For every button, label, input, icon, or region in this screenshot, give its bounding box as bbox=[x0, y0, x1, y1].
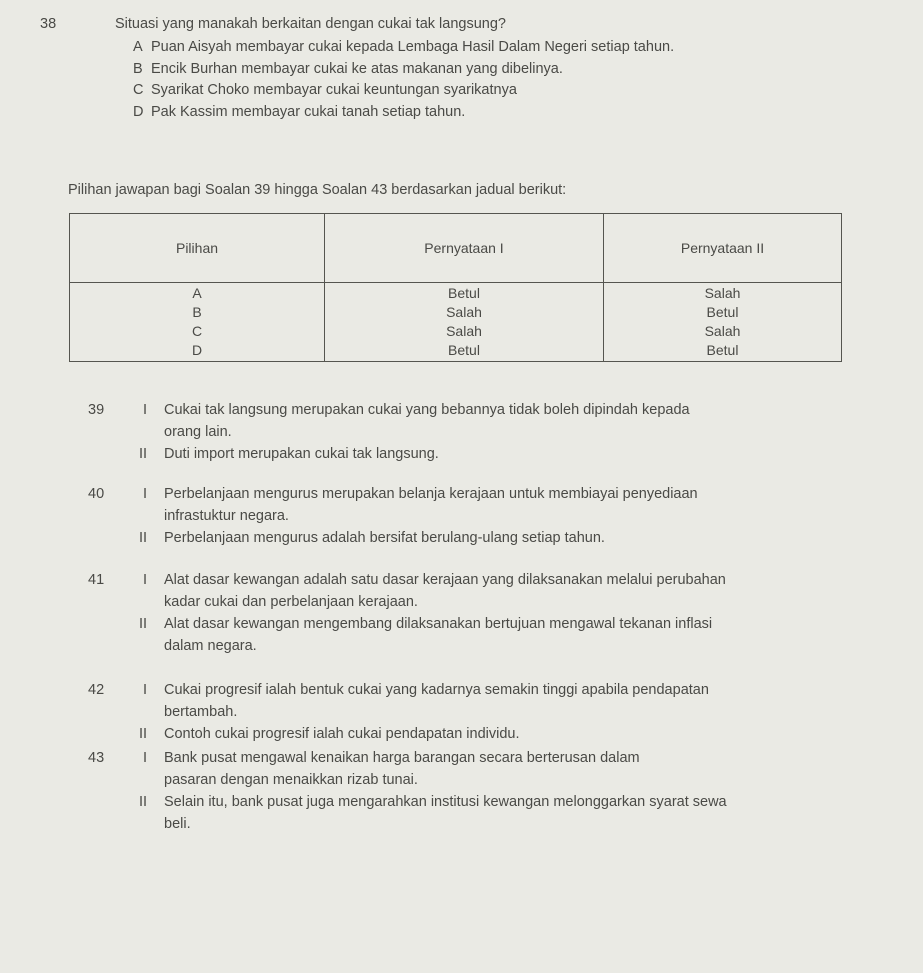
option-text: Pak Kassim membayar cukai tanah setiap tahun. bbox=[151, 104, 466, 120]
q39-roman-i: I bbox=[143, 402, 148, 418]
table-instruction: Pilihan jawapan bagi Soalan 39 hingga Soalan 43 berdasarkan jadual berikut: bbox=[68, 182, 567, 198]
pernyataan-ii-cell bbox=[604, 283, 842, 362]
q42-number: 42 bbox=[88, 682, 105, 698]
pilihan-a: A bbox=[192, 285, 202, 301]
option-label: C bbox=[133, 82, 144, 98]
q41-statement-i-line1: Alat dasar kewangan adalah satu dasar kerajaan yang dilaksanakan melalui perubahan bbox=[164, 572, 726, 588]
answer-choice-table bbox=[69, 213, 842, 362]
q39-statement-ii: Duti import merupakan cukai tak langsung. bbox=[164, 446, 439, 462]
q39-roman-ii: II bbox=[139, 446, 148, 462]
q38-option-b bbox=[133, 61, 563, 77]
table-header-row bbox=[70, 214, 842, 283]
q41-statement-i-line2: kadar cukai dan perbelanjaan kerajaan. bbox=[164, 594, 418, 610]
pilihan-cell bbox=[70, 283, 325, 362]
option-label: D bbox=[133, 104, 144, 120]
option-label: B bbox=[133, 61, 143, 77]
pilihan-c: C bbox=[191, 323, 203, 339]
pernyataan-i-cell bbox=[325, 283, 604, 362]
q43-statement-i-line2: pasaran dengan menaikkan rizab tunai. bbox=[164, 772, 418, 788]
option-text: Encik Burhan membayar cukai ke atas makanan yang dibelinya. bbox=[151, 61, 563, 77]
q41-statement-ii-line2: dalam negara. bbox=[164, 638, 257, 654]
table-row bbox=[70, 283, 842, 362]
pernyataan-ii-d: Betul bbox=[706, 342, 739, 358]
q42-statement-i-line1: Cukai progresif ialah bentuk cukai yang kadarnya semakin tinggi apabila pendapatan bbox=[164, 682, 709, 698]
q40-number: 40 bbox=[88, 486, 105, 502]
q38-option-c bbox=[133, 82, 517, 98]
pernyataan-ii-c: Salah bbox=[704, 323, 741, 339]
q41-roman-ii: II bbox=[139, 616, 148, 632]
pernyataan-ii-a: Salah bbox=[704, 285, 741, 301]
pernyataan-i-c: Salah bbox=[446, 323, 482, 339]
q40-roman-i: I bbox=[143, 486, 148, 502]
q39-statement-i-line1: Cukai tak langsung merupakan cukai yang bebannya tidak boleh dipindah kepada bbox=[164, 402, 690, 418]
q42-statement-ii: Contoh cukai progresif ialah cukai pendapatan individu. bbox=[164, 726, 520, 742]
q41-statement-ii-line1: Alat dasar kewangan mengembang dilaksanakan bertujuan mengawal tekanan inflasi bbox=[164, 616, 713, 632]
q43-statement-ii-line2: beli. bbox=[164, 816, 191, 832]
q41-number: 41 bbox=[88, 572, 105, 588]
header-pernyataan-ii: Pernyataan II bbox=[604, 214, 842, 283]
header-pernyataan-i: Pernyataan I bbox=[325, 214, 604, 283]
q41-roman-i: I bbox=[143, 572, 148, 588]
q43-number: 43 bbox=[88, 750, 105, 766]
header-pilihan: Pilihan bbox=[70, 214, 325, 283]
q42-statement-i-line2: bertambah. bbox=[164, 704, 238, 720]
q38-option-a bbox=[133, 39, 674, 55]
q40-roman-ii: II bbox=[139, 530, 148, 546]
q40-statement-i-line2: infrastuktur negara. bbox=[164, 508, 289, 524]
q43-roman-i: I bbox=[143, 750, 148, 766]
pilihan-b: B bbox=[192, 304, 202, 320]
q42-roman-i: I bbox=[143, 682, 148, 698]
q38-number: 38 bbox=[40, 16, 57, 32]
q39-statement-i-line2: orang lain. bbox=[164, 424, 232, 440]
q38-question: Situasi yang manakah berkaitan dengan cukai tak langsung? bbox=[115, 16, 506, 32]
pernyataan-i-a: Betul bbox=[448, 285, 480, 301]
q39-number: 39 bbox=[88, 402, 105, 418]
pernyataan-i-d: Betul bbox=[448, 342, 480, 358]
option-label: A bbox=[133, 39, 143, 55]
q38-option-d bbox=[133, 104, 465, 120]
q42-roman-ii: II bbox=[139, 726, 148, 742]
pernyataan-ii-b: Betul bbox=[706, 304, 739, 320]
option-text: Puan Aisyah membayar cukai kepada Lembaga Hasil Dalam Negeri setiap tahun. bbox=[151, 39, 675, 55]
pilihan-d: D bbox=[191, 342, 203, 358]
option-text: Syarikat Choko membayar cukai keuntungan syarikatnya bbox=[151, 82, 517, 98]
q43-statement-i-line1: Bank pusat mengawal kenaikan harga barangan secara berterusan dalam bbox=[164, 750, 640, 766]
q40-statement-i-line1: Perbelanjaan mengurus merupakan belanja kerajaan untuk membiayai penyediaan bbox=[164, 486, 698, 502]
q43-roman-ii: II bbox=[139, 794, 148, 810]
pernyataan-i-b: Salah bbox=[446, 304, 482, 320]
q43-statement-ii-line1: Selain itu, bank pusat juga mengarahkan institusi kewangan melonggarkan syarat sewa bbox=[164, 794, 727, 810]
q40-statement-ii: Perbelanjaan mengurus adalah bersifat berulang-ulang setiap tahun. bbox=[164, 530, 605, 546]
